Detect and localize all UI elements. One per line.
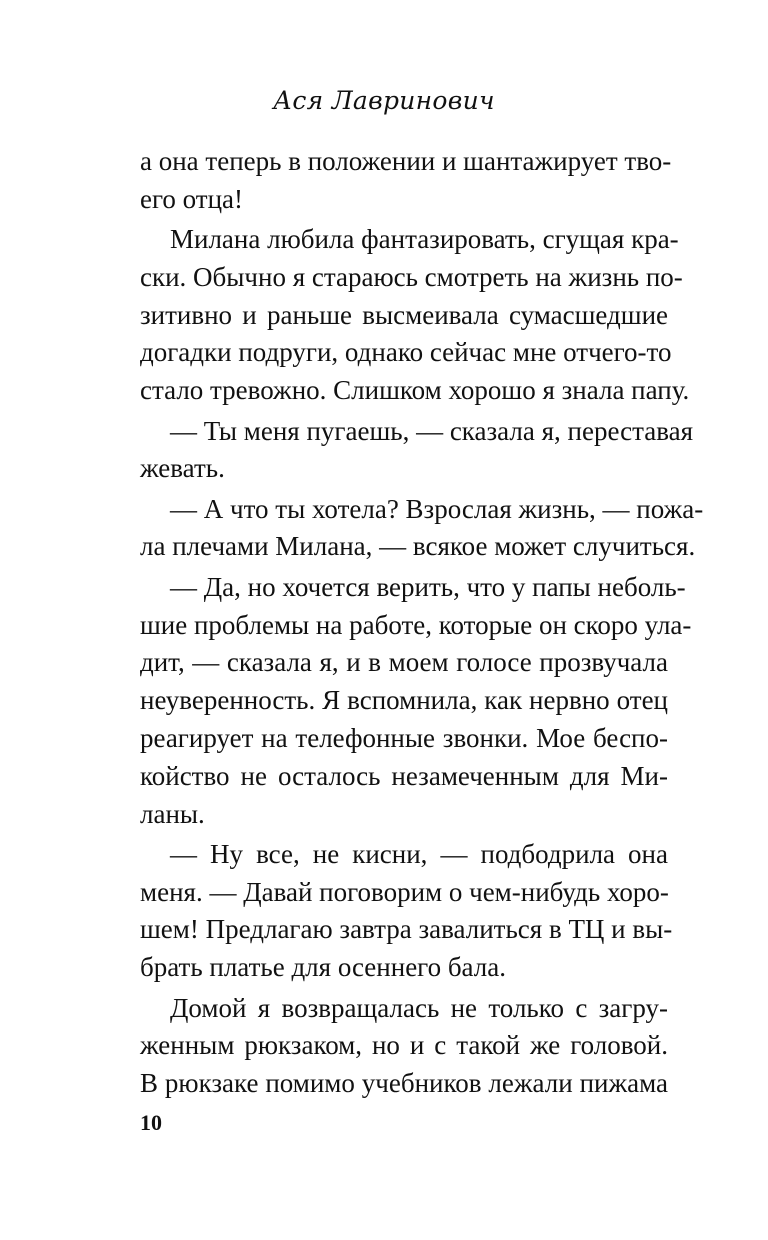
text-line: его отца! [140, 183, 244, 214]
text-line: реагирует на телефонные звонки. Мое беспо- [140, 722, 668, 753]
text-line: ла плечами Милана, — всякое может случиться. [140, 531, 696, 562]
text-line: Милана любила фантазировать, сгущая кра- [170, 224, 679, 255]
page-number: 10 [140, 1110, 162, 1135]
text-line: койство не осталось незамеченным для Ми- [140, 760, 668, 791]
text-line: женным рюкзаком, но и с такой же головой. [140, 1030, 668, 1061]
text-line: — Ну все, не кисни, — подбодрила она [170, 838, 668, 869]
text-line: догадки подруги, однако сейчас мне отчего-то [140, 337, 672, 368]
text-line: В рюкзаке помимо учебников лежали пижама [140, 1068, 668, 1099]
text-line: дит, — сказала я, и в моем голосе прозвучала [140, 647, 668, 678]
text-line: неуверенность. Я вспомнила, как нервно отец [140, 685, 668, 716]
text-line: — Да, но хочется верить, что у папы неболь- [170, 571, 686, 602]
text-line: а она теперь в положении и шантажирует тво- [140, 146, 672, 176]
page-body-text [140, 143, 704, 1103]
text-line: меня. — Давай поговорим о чем-нибудь хоро- [140, 876, 669, 907]
text-line: шие проблемы на работе, которые он скоро ула- [140, 609, 692, 640]
text-line: — А что ты хотела? Взрослая жизнь, — пожа- [170, 493, 704, 524]
text-line: — Ты меня пугаешь, — сказала я, переставая [170, 415, 693, 446]
text-line: шем! Предлагаю завтра завалиться в ТЦ и вы- [140, 914, 673, 945]
text-line: стало тревожно. Слишком хорошо я знала папу. [140, 375, 690, 406]
running-header-author: Ася Лавринович [273, 86, 495, 115]
text-line: ски. Обычно я стараюсь смотреть на жизнь по- [140, 261, 683, 292]
text-line: Домой я возвращалась не только с загру- [170, 992, 668, 1023]
text-line: зитивно и раньше высмеивала сумасшедшие [140, 299, 668, 330]
text-line: жевать. [140, 453, 225, 484]
text-line: ланы. [140, 798, 205, 829]
text-line: брать платье для осеннего бала. [140, 952, 506, 983]
